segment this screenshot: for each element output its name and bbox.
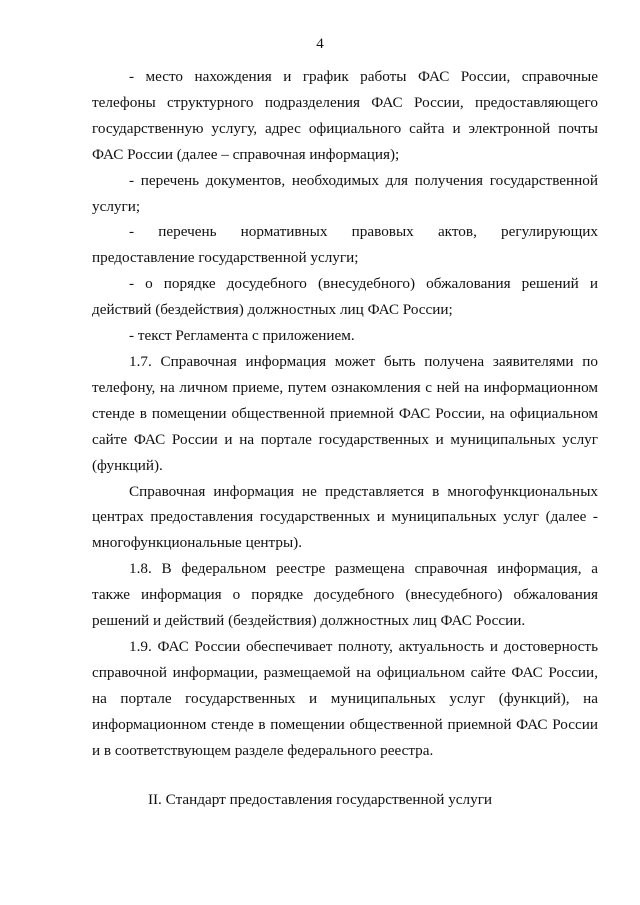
paragraph-regulation-text: - текст Регламента с приложением. bbox=[129, 327, 355, 345]
paragraph-mfc: Справочная информация не представляется в многофункциональных центрах предоставления государственных и муниципальных услуг (далее - многофункциональные центры). bbox=[92, 482, 598, 552]
paragraph-1-7: 1.7. Справочная информация может быть получена заявителями по телефону, на личном приеме, путем ознакомления с ней на информационном стенде в помещении общественной приемной ФАС России, на официальном сайте ФАС России и на портале государственных и муниципальных услуг (функций). bbox=[92, 352, 598, 474]
section-heading: II. Стандарт предоставления государственной услуги bbox=[147, 791, 493, 808]
page-number: 4 bbox=[316, 36, 324, 52]
paragraph-appeal-procedure: - о порядке досудебного (внесудебного) обжалования решений и действий (бездействия) должностных лиц ФАС России; bbox=[92, 275, 598, 319]
paragraph-1-8: 1.8. В федеральном реестре размещена справочная информация, а также информация о порядке досудебного (внесудебного) обжалования решений и действий (бездействия) должностных лиц ФАС России. bbox=[92, 560, 598, 630]
paragraph-documents-list: - перечень документов, необходимых для получения государственной услуги; bbox=[92, 171, 598, 215]
paragraph-legal-acts: - перечень нормативных правовых актов, регулирующих предоставление государственной услуги; bbox=[92, 223, 598, 267]
paragraph-reference-info: - место нахождения и график работы ФАС России, справочные телефоны структурного подразделения ФАС России, предоставляющего государственную услугу, адрес официального сайта и электронной почты ФАС России (далее – справочная информация); bbox=[92, 68, 598, 163]
document-body bbox=[92, 64, 598, 763]
paragraph-1-9: 1.9. ФАС России обеспечивает полноту, актуальность и достоверность справочной информации, размещаемой на официальном сайте ФАС России, на портале государственных и муниципальных услуг (функций), на информационном стенде в помещении общественной приемной ФАС России и в соответствующем разделе федерального реестра. bbox=[92, 637, 598, 759]
